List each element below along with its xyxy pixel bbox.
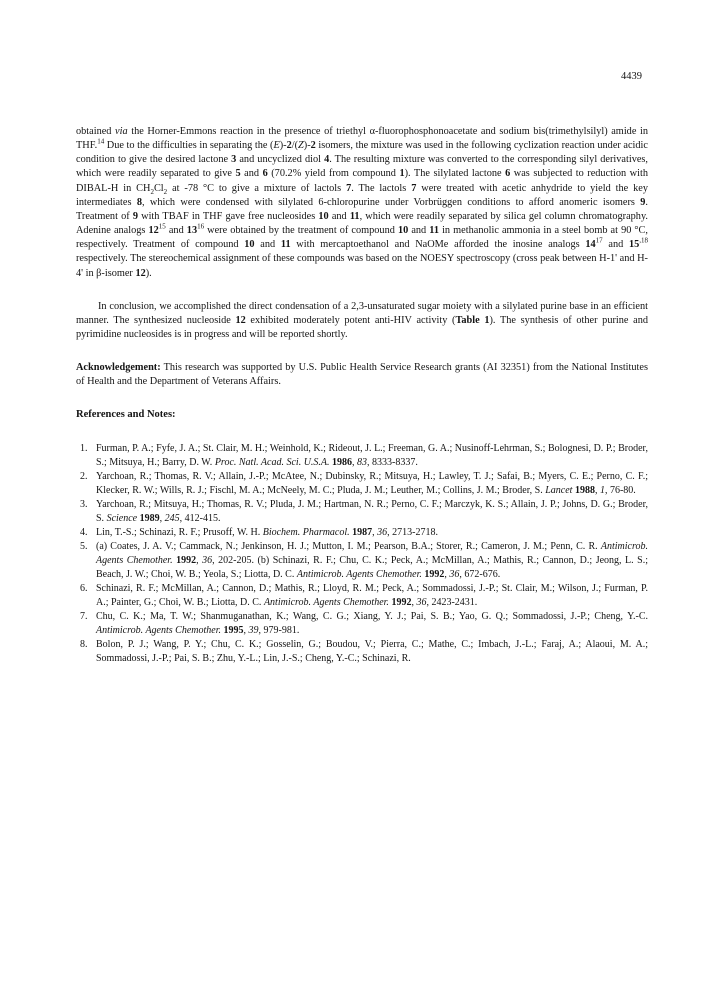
article-body	[76, 125, 648, 666]
paragraph-conclusion: In conclusion, we accomplished the direct condensation of a 2,3-unsaturated sugar moiety with a silylated purine base in an efficient manner. The synthesized nucleoside 12 exhibited moderately potent anti-HIV activity (Table 1). The synthesis of other purine and pyrimidine nucleosides is in progress and will be reported shortly.	[76, 300, 649, 341]
reference-item: 5. (a) Coates, J. A. V.; Cammack, N.; Jenkinson, H. J.; Mutton, I. M.; Pearson, B.A.; Storer, R.; Cameron, J. M.; Penn, C. R. Antimicrob. Agents Chemother. 1992, 36, 202-205. (b) Schinazi, R. F.; Chu, C. K.; Peck, A.; McMillan, A.; Mathis, R.; Cannon, D.; Jeong, L. S.; Beach, J. W.; Choi, W. B.; Yeola, S.; Liotta, D. C. Antimicrob. Agents Chemother. 1992, 36, 672-676.	[80, 540, 649, 580]
reference-item: 8. Bolon, P. J.; Wang, P. Y.; Chu, C. K.; Gosselin, G.; Boudou, V.; Pierra, C.; Mathe, C.; Imbach, J.-L.; Faraj, A.; Alaoui, M. A.; Sommadossi, J.-P.; Pai, S. B.; Zhu, Y.-L.; Lin, J.-S.; Cheng, Y.-C.; Schinazi, R.	[80, 638, 648, 664]
reference-item: 4. Lin, T.-S.; Schinazi, R. F.; Prusoff, W. H. Biochem. Pharmacol. 1987, 36, 2713-2718.	[80, 526, 438, 538]
ref-14: 14	[97, 137, 105, 146]
acknowledgement: Acknowledgement: This research was supported by U.S. Public Health Service Research grants (AI 32351) from the National Institutes of Health and the Department of Veterans Affairs.	[76, 362, 648, 388]
reference-item: 3. Yarchoan, R.; Mitsuya, H.; Thomas, R. V.; Pluda, J. M.; Hartman, N. R.; Perno, C. F.; Marczyk, K. S.; Allain, J. P.; Johns, D. G.; Broder, S. Science 1989, 245, 412-415.	[80, 498, 648, 524]
reference-item: 1. Furman, P. A.; Fyfe, J. A.; St. Clair, M. H.; Weinhold, K.; Rideout, J. L.; Freeman, G. A.; Nusinoff-Lehrman, S.; Bolognesi, D. P.; Broder, S.; Mitsuya, H.; Barry, D. W. Proc. Natl. Acad. Sci. U.S.A. 1986, 83, 8333-8337.	[80, 442, 648, 468]
reference-item: 2. Yarchoan, R.; Thomas, R. V.; Allain, J.-P.; McAtee, N.; Dubinsky, R.; Mitsuya, H.; Lawley, T. J.; Safai, B.; Myers, C. E.; Perno, C. F.; Klecker, R. W.; Wills, R. J.; Fischl, M. A.; McNeely, M. C.; Pluda, J. M.; Leuther, M.; Collins, J. M.; Broder, S. Lancet 1988, 1, 76-80.	[80, 470, 648, 496]
page-number: 4439	[621, 71, 642, 82]
reference-item: 6. Schinazi, R. F.; McMillan, A.; Cannon, D.; Mathis, R.; Lloyd, R. M.; Peck, A.; Sommadossi, J.-P.; St. Clair, M.; Wilson, J.; Furman, P. A.; Painter, G.; Choi, W. B.; Liotta, D. C. Antimicrob. Agents Chemother. 1992, 36, 2423-2431.	[80, 582, 648, 608]
paragraph-synthesis: obtained via the Horner-Emmons reaction in the presence of triethyl α-fluorophosphonoacetate and sodium bis(trimethylsilyl) amide in THF.$^{14}$ Due to the difficulties in separating the (E)-2/(Z)-2 isomers, the mixture was used in the following cyclization reaction under acidic condition to give the desired lactone 3 and uncyclized diol 4. The resulting mixture was converted to the corresponding silyl derivatives, which were readily separated to give 5 and 6 (70.2% yield from compound 1). The silylated lactone 6 was subjected to reduction with DIBAL-H in $CH_2Cl_2$ at -78 °C to give a mixture of lactols 7. The lactols 7 were treated with acetic anhydride to yield the key intermediates 8, which were condensed with silylated 6-chloropurine under Vorbrüggen conditions to afford anomeric isomers 9. Treatment of 9 with TBAF in THF gave free nucleosides 10 and 11, which were readily separated by silica gel column chromatography. Adenine analogs $12^{15}$ and $13^{16}$ were obtained by the treatment of compound 10 and 11 in methanolic ammonia in a steel bomb at 90 °C, respectively. Treatment of compound 10 and 11 with mercaptoethanol and NaOMe afforded the inosine analogs $14^{17}$ and $15^{,18}$ respectively. The stereochemical assignment of these compounds was based on the NOESY spectroscopy (cross peak between H-1' and H-4' in β-isomer 12).	[76, 126, 648, 279]
table-1-reference: Table 1	[455, 314, 490, 326]
acknowledgement-label: Acknowledgement:	[76, 362, 161, 374]
reference-item: 7. Chu, C. K.; Ma, T. W.; Shanmuganathan, K.; Wang, C. G.; Xiang, Y. J.; Pai, S. B.; Yao, G. Q.; Sommadossi, J.-P.; Cheng, Y.-C. Antimicrob. Agents Chemother. 1995, 39, 979-981.	[80, 610, 648, 636]
reference-list	[76, 442, 648, 666]
references-heading: References and Notes:	[76, 408, 176, 420]
